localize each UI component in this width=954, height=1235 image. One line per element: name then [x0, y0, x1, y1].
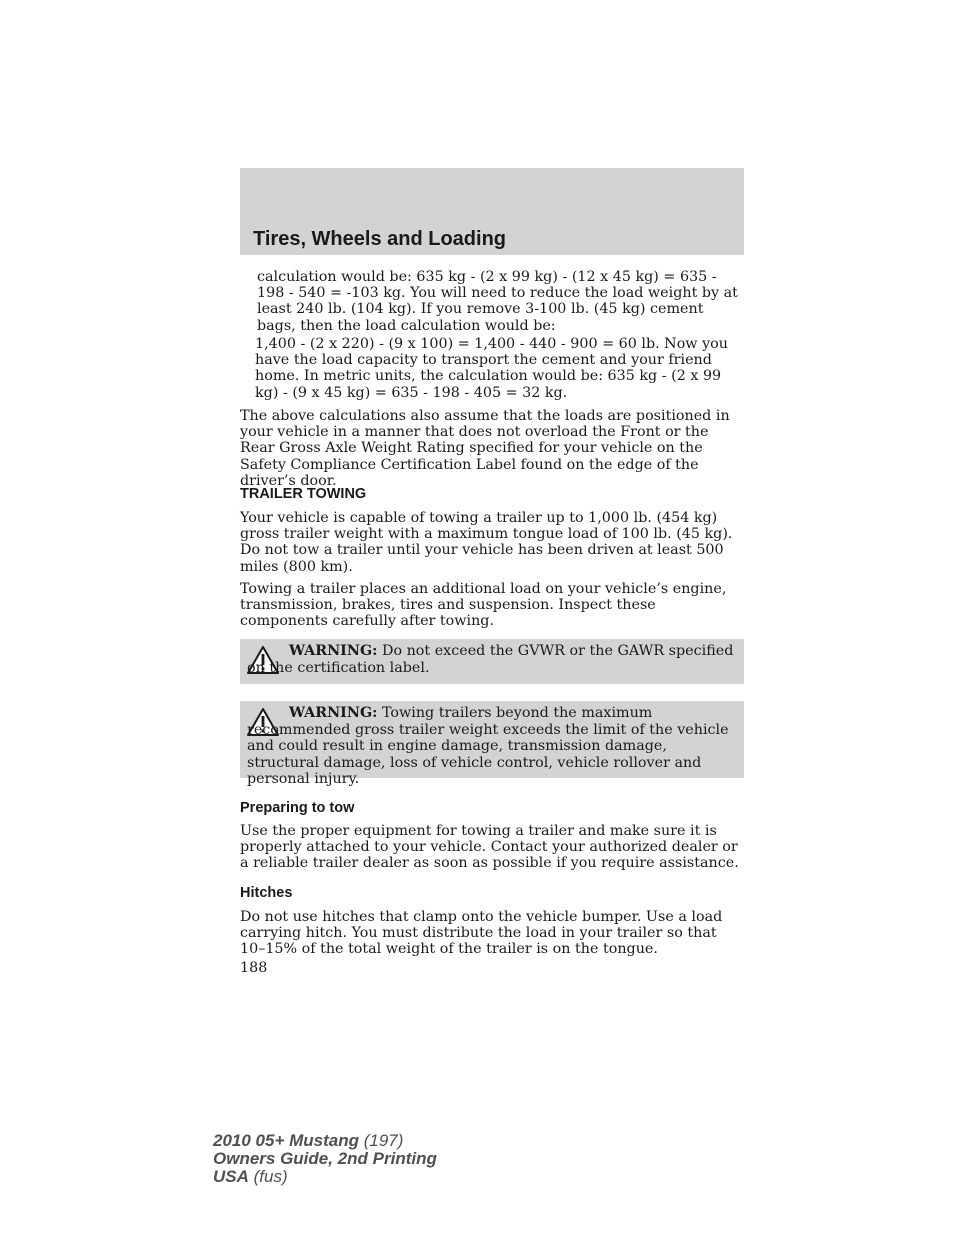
heading-trailer-towing: TRAILER TOWING — [240, 486, 367, 502]
warning-message: Do not exceed the GVWR or the GAWR specified on the certification label. — [247, 643, 734, 676]
footer-line-market — [213, 1168, 437, 1186]
paragraph-preparing: Use the proper equipment for towing a trailer and make sure it is properly attached to your vehicle. Contact your authorized dealer or a reliable trailer dealer as soon as possible if you require assistance. — [240, 823, 739, 872]
footer-print-info — [213, 1132, 437, 1186]
footer-line-model — [213, 1132, 437, 1150]
section-title: Tires, Wheels and Loading — [253, 228, 507, 250]
warning-box-gvwr — [240, 639, 744, 684]
page-number: 188 — [240, 960, 268, 976]
heading-preparing-to-tow: Preparing to tow — [240, 800, 355, 816]
paragraph-axle-assumption: The above calculations also assume that the loads are positioned in your vehicle in a manner that does not overload the Front or the Rear Gross Axle Weight Rating specified for your vehicle on the Safety Compliance Certification Label found on the edge of the driver’s door. — [240, 408, 730, 489]
heading-hitches: Hitches — [240, 885, 293, 901]
footer-market-code: (fus) — [248, 1167, 288, 1186]
paragraph-towing-capacity: Your vehicle is capable of towing a trailer up to 1,000 lb. (454 kg) gross trailer weight with a maximum tongue load of 100 lb. (45 kg). Do not tow a trailer until your vehicle has been driven at least 500 miles (800 km). — [240, 510, 733, 575]
footer-guide: Owners Guide, 2nd Printing — [213, 1149, 437, 1168]
warning-box-trailer-weight — [240, 701, 744, 787]
footer-model-code: (197) — [359, 1131, 404, 1150]
footer-model: 2010 05+ Mustang — [213, 1131, 359, 1150]
warning-text — [247, 705, 736, 788]
paragraph-calculation-cement: 1,400 - (2 x 220) - (9 x 100) = 1,400 - 440 - 900 = 60 lb. Now you have the load capacity to transport the cement and your friend home. In metric units, the calculation would be: 635 kg - (2 x 99 kg) - (9 x 45 kg) = 635 - 198 - 405 = 32 kg. — [255, 336, 728, 401]
warning-message: Towing trailers beyond the maximum recommended gross trailer weight exceeds the limit of the vehicle and could result in engine damage, transmission damage, structural damage, loss of vehicle control, vehicle rollover and personal injury. — [247, 705, 729, 787]
paragraph-towing-load: Towing a trailer places an additional load on your vehicle’s engine, transmission, brakes, tires and suspension. Inspect these components carefully after towing. — [240, 581, 727, 630]
warning-label: WARNING: — [289, 643, 378, 659]
footer-line-guide — [213, 1150, 437, 1168]
warning-text — [247, 643, 736, 676]
paragraph-hitches: Do not use hitches that clamp onto the vehicle bumper. Use a load carrying hitch. You must distribute the load in your trailer so that 10–15% of the total weight of the trailer is on the tongue. — [240, 909, 723, 958]
footer-market: USA — [213, 1167, 249, 1186]
paragraph-calculation-metric: calculation would be: 635 kg - (2 x 99 kg) - (12 x 45 kg) = 635 - 198 - 540 = -103 kg. You will need to reduce the load weight by at least 240 lb. (104 kg). If you remove 3-100 lb. (45 kg) cement bags, then the load calculation would be: — [257, 269, 738, 334]
warning-label: WARNING: — [289, 705, 378, 721]
